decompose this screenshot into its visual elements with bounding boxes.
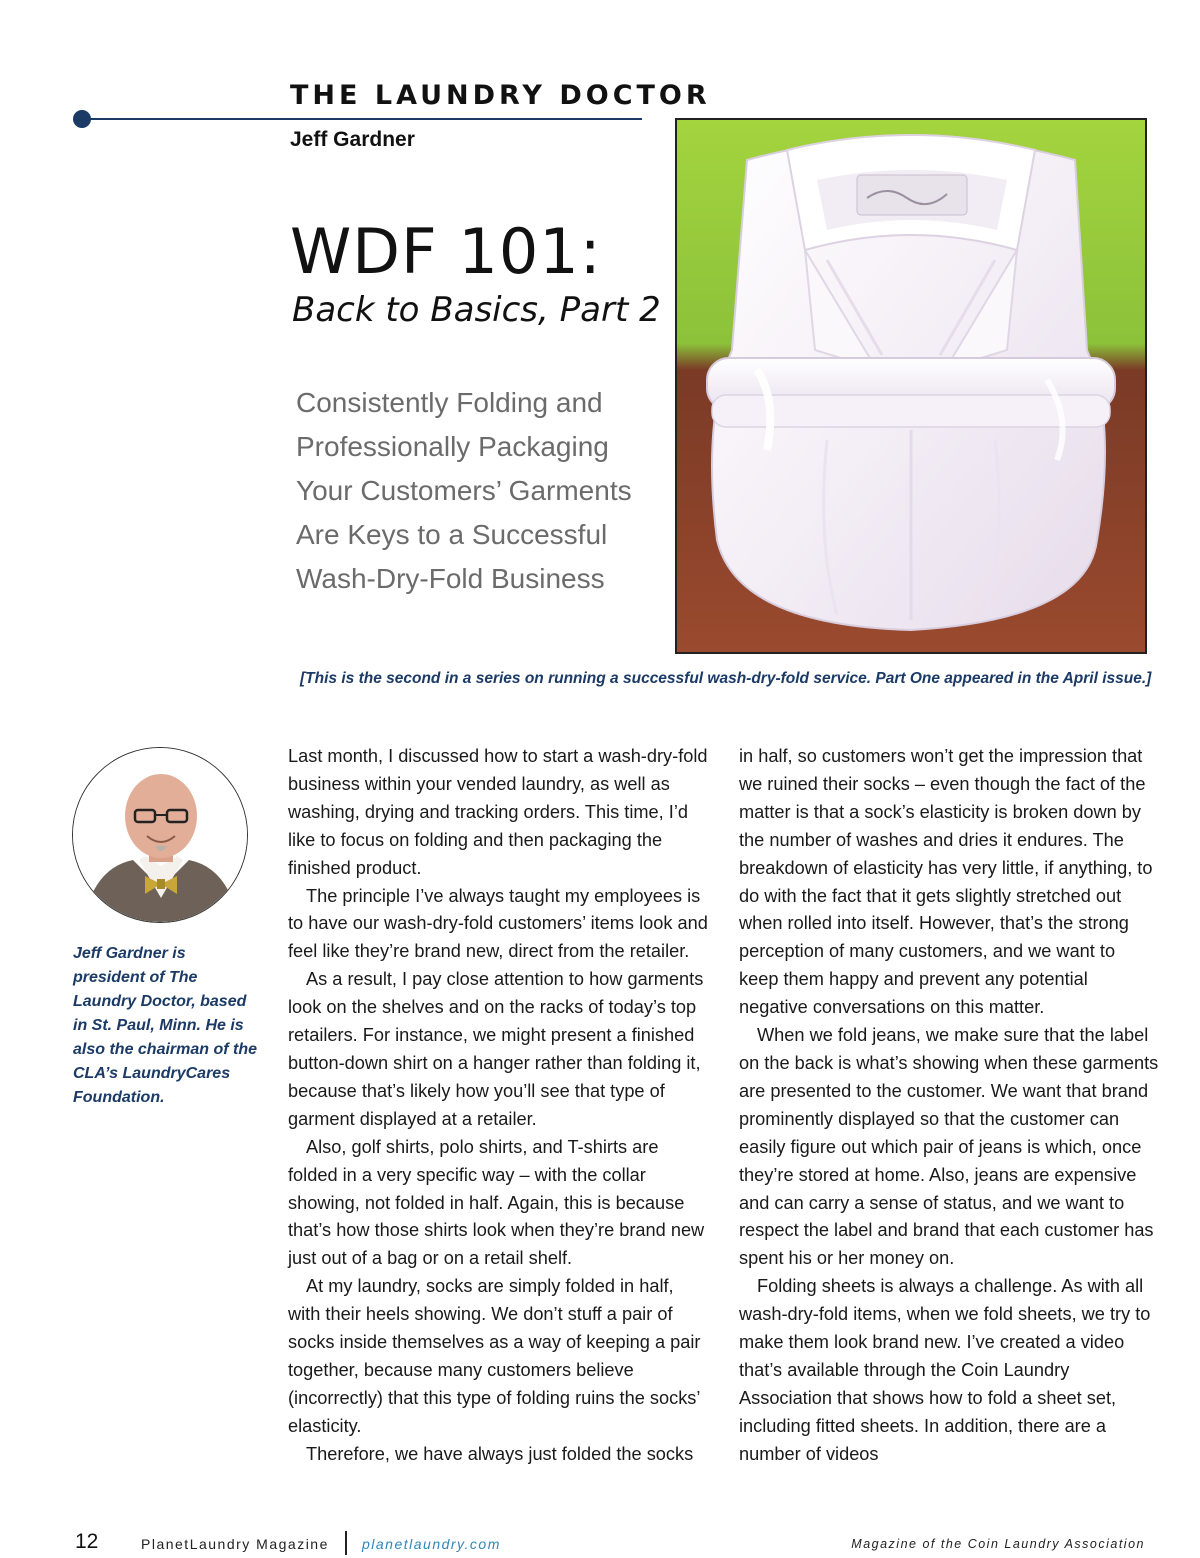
association-tagline: Magazine of the Coin Laundry Association [851,1537,1145,1551]
deck-line: Wash-Dry-Fold Business [296,563,605,594]
deck-line: Professionally Packaging [296,431,609,462]
body-column-2 [739,743,1159,1469]
department-title: THE LAUNDRY DOCTOR [290,80,711,111]
article-deck [296,381,666,601]
author-avatar [72,747,248,923]
body-column-1 [288,743,708,1469]
byline: Jeff Gardner [290,128,415,151]
deck-line: Are Keys to a Successful [296,519,608,550]
paragraph: Last month, I discussed how to start a wash-dry-fold business within your vended laundry, as well as washing, drying and tracking orders. This time, I’d like to focus on folding and then packaging the finished product. [288,746,708,878]
magazine-name: PlanetLaundry Magazine [141,1536,329,1552]
paragraph: Folding sheets is always a challenge. As with all wash-dry-fold items, when we fold sheets, we try to make them look brand new. I’ve created a video that’s available through the Coin Laundry Association that shows how to fold a sheet set, including fitted sheets. In addition, there are a number of videos [739,1276,1151,1464]
robe-photo [675,118,1147,654]
paragraph: Therefore, we have always just folded the socks [306,1443,694,1464]
author-portrait-illustration [73,748,248,923]
page-number: 12 [75,1530,99,1553]
website-link[interactable]: planetlaundry.com [362,1536,501,1552]
deck-line: Your Customers’ Garments [296,475,632,506]
paragraph: The principle I’ve always taught my employees is to have our wash-dry-fold customers’ items look and feel like they’re brand new, direct from the retailer. [288,885,708,962]
paragraph: At my laundry, socks are simply folded in half, with their heels showing. We don’t stuff a pair of socks inside themselves as a way of keeping a pair together, because many customers believe (incorrectly) that this type of folding ruins the socks’ elasticity. [288,1276,701,1436]
paragraph: As a result, I pay close attention to how garments look on the shelves and on the racks of today’s top retailers. For instance, we might present a finished button-down shirt on a hanger rather than folding it, because that’s likely how you’ll see that type of garment displayed at a retailer. [288,969,704,1129]
header-rule [86,118,642,120]
footer-divider [345,1531,347,1555]
deck-line: Consistently Folding and [296,387,603,418]
paragraph: in half, so customers won’t get the impression that we ruined their socks – even though the fact of the matter is that a sock’s elasticity is broken down by the number of washes and dries it endures. The breakdown of elasticity has very little, if anything, to do with the fact that it gets slightly stretched out when rolled into itself. However, that’s the strong perception of many customers, and we want to keep them happy and prevent any potential negative conversations on this matter. [739,746,1153,1018]
paragraph: When we fold jeans, we make sure that the label on the back is what’s showing when these garments are presented to the customer. We want that brand prominently displayed so that the customer can easily figure out which pair of jeans is which, once they’re stored at home. Also, jeans are expensive and can carry a sense of status, and we want to respect the label and brand that each customer has spent his or her money on. [739,1025,1159,1269]
author-bio: Jeff Gardner is president of The Laundry Doctor, based in St. Paul, Minn. He is also the chairman of the CLA’s LaundryCares Foundation. [73,945,258,1106]
article-title: WDF 101: [290,215,602,288]
article-subtitle: Back to Basics, Part 2 [292,290,661,330]
robe-illustration [677,120,1145,652]
series-note: [This is the second in a series on running a successful wash-dry-fold service. Part One appeared in the April issue.] [300,670,1152,687]
paragraph: Also, golf shirts, polo shirts, and T-shirts are folded in a very specific way – with the collar showing, not folded in half. Again, this is because that’s how those shirts look when they’re brand new just out of a bag or on a retail shelf. [288,1136,705,1269]
